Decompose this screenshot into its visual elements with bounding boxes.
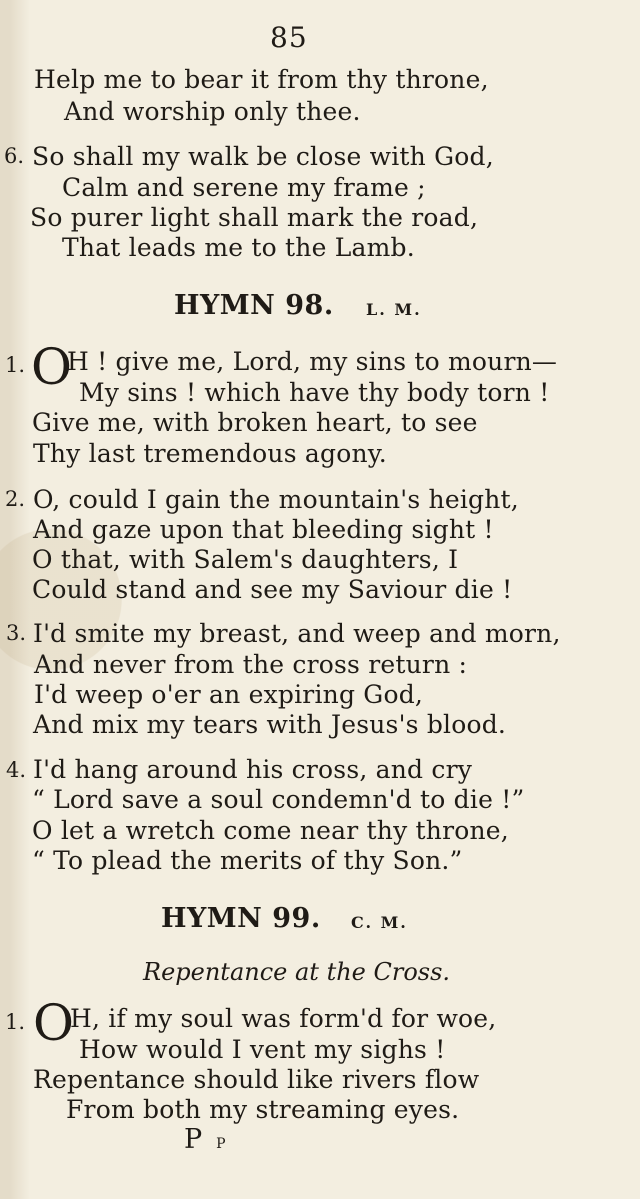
verse-line: “ Lord save a soul condemn'd to die !” xyxy=(32,785,525,814)
verse-continued-line-2: And worship only thee. xyxy=(64,97,361,126)
verse-number: 1. xyxy=(5,353,26,377)
verse-line: “ To plead the merits of thy Son.” xyxy=(32,846,463,875)
page-number: 85 xyxy=(270,21,308,54)
verse-continued-line-1: Help me to bear it from thy throne, xyxy=(34,65,489,94)
verse-line: Could stand and see my Saviour die ! xyxy=(32,575,513,604)
hymn-99-title: HYMN 99. xyxy=(161,903,321,934)
verse-line: Repentance should like rivers flow xyxy=(33,1065,480,1094)
verse-line: From both my streaming eyes. xyxy=(66,1095,460,1124)
verse-line: And mix my tears with Jesus's blood. xyxy=(33,710,507,739)
verse-line: I'd weep o'er an expiring God, xyxy=(34,680,424,709)
verse-line: Thy last tremendous agony. xyxy=(33,439,387,468)
signature-main: P xyxy=(184,1124,217,1155)
verse-line: That leads me to the Lamb. xyxy=(62,233,415,262)
drop-cap: O xyxy=(33,994,74,1052)
verse-number: 1. xyxy=(5,1010,26,1034)
verse-line: My sins ! which have thy body torn ! xyxy=(79,378,550,407)
verse-number: 6. xyxy=(4,144,25,168)
verse-line: How would I vent my sighs ! xyxy=(79,1035,446,1064)
signature-small: P xyxy=(216,1136,226,1152)
hymn-98-meter: L. M. xyxy=(366,300,422,319)
signature-mark xyxy=(184,1126,226,1153)
verse-line: Calm and serene my frame ; xyxy=(62,173,426,202)
verse-line: So shall my walk be close with God, xyxy=(32,142,494,171)
verse-line: Give me, with broken heart, to see xyxy=(32,408,478,437)
verse-line: I'd smite my breast, and weep and morn, xyxy=(33,619,561,648)
verse-line: O let a wretch come near thy throne, xyxy=(32,816,509,845)
verse-line: O that, with Salem's daughters, I xyxy=(32,545,459,574)
verse-line: So purer light shall mark the road, xyxy=(30,203,479,232)
verse-number: 4. xyxy=(6,758,27,782)
verse-number: 2. xyxy=(5,487,26,511)
verse-line: And gaze upon that bleeding sight ! xyxy=(33,515,494,544)
verse-line: H ! give me, Lord, my sins to mourn— xyxy=(67,347,558,376)
verse-line: I'd hang around his cross, and cry xyxy=(33,755,473,784)
hymn-99-meter: C. M. xyxy=(351,913,408,932)
verse-line: And never from the cross return : xyxy=(34,650,468,679)
hymn-98-title: HYMN 98. xyxy=(174,290,334,321)
verse-number: 3. xyxy=(6,621,27,645)
drop-cap: O xyxy=(31,338,72,396)
verse-line: H, if my soul was form'd for woe, xyxy=(70,1004,497,1033)
verse-line: O, could I gain the mountain's height, xyxy=(33,485,519,514)
hymn-99-subtitle: Repentance at the Cross. xyxy=(143,958,451,986)
